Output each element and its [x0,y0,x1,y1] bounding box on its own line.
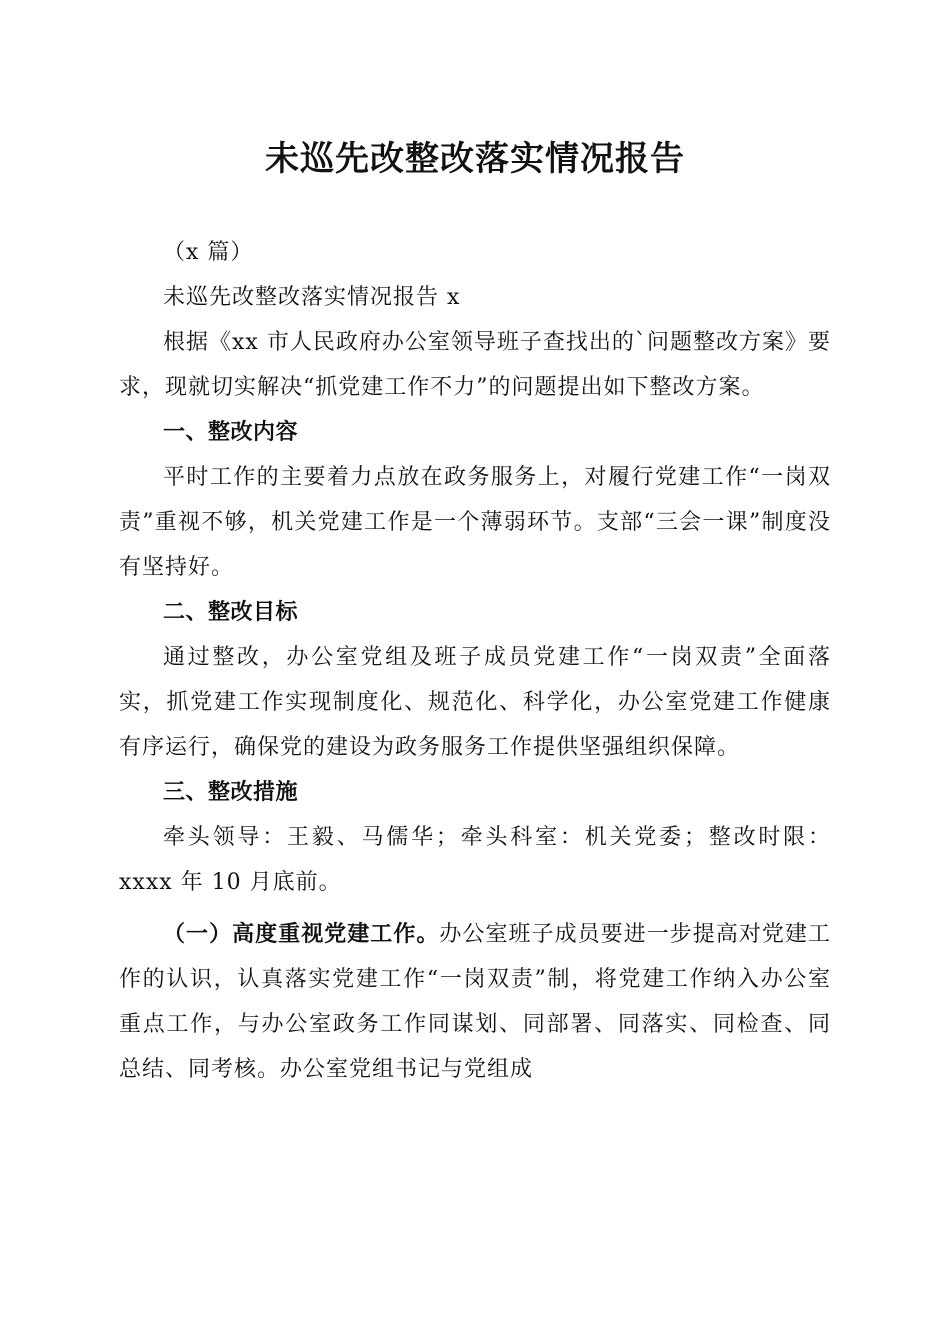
measure-text-1: 办公室班子成员要进一步提高对党建工作的认识，认真落实党建工作“一岗双责”制，将党建工作纳入办公室重点工作，与办公室政务工作同谋划、同部署、同落实、同检查、同总结、同考核。办公室党组书记与党组成 [119,922,831,1082]
intro-paragraph: 根据《xx 市人民政府办公室领导班子查找出的`问题整改方案》要求，现就切实解决“抓党建工作不力”的问题提出如下整改方案。 [119,330,831,400]
section-heading-2: 二、整改目标 [163,600,299,625]
section-heading-1: 一、整改内容 [163,420,299,445]
document-body [119,230,831,1092]
section-body-3: 牵头领导：王毅、马儒华；牵头科室：机关党委；整改时限：xxxx 年 10 月底前。 [119,825,831,895]
section-body-2: 通过整改，办公室党组及班子成员党建工作“一岗双责”全面落实，抓党建工作实现制度化、规范化、科学化，办公室党建工作健康有序运行，确保党的建设为政务服务工作提供坚强组织保障。 [119,645,831,760]
measure-paragraph-1 [119,912,831,1092]
sub-heading: 未巡先改整改落实情况报告 x [163,285,461,310]
section-heading-3: 三、整改措施 [163,780,299,805]
section-body-1: 平时工作的主要着力点放在政务服务上，对履行党建工作“一岗双责”重视不够，机关党建工作是一个薄弱环节。支部“三会一课”制度没有坚持好。 [119,465,831,580]
subtitle-note: （x 篇） [163,240,254,265]
document-title: 未巡先改整改落实情况报告 [265,139,685,179]
measure-label-1: （一）高度重视党建工作。 [163,922,440,947]
